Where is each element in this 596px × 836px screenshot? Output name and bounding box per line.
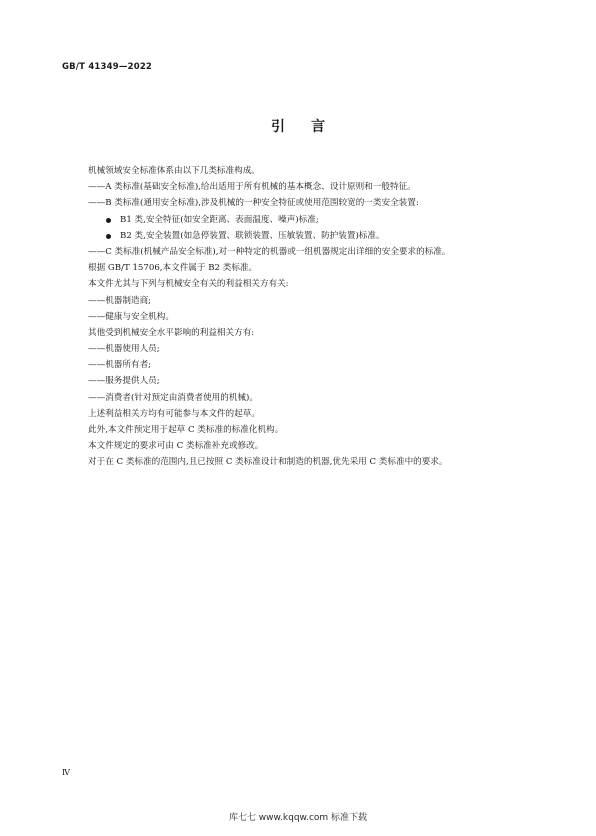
dash-list-item: ——机器使用人员; <box>88 344 160 355</box>
bullet-item <box>88 228 548 244</box>
paragraph-line: 机械领域安全标准体系由以下几类标准构成。 <box>88 166 260 176</box>
paragraph-line: 其他受到机械安全水平影响的利益相关方有: <box>88 327 255 338</box>
dash-list-item: ——机器制造商; <box>88 295 152 306</box>
paragraph-line: 本文件规定的要求可由 C 类标准补充或修改。 <box>88 441 264 452</box>
bullet-item <box>88 212 548 228</box>
paragraph-line: 此外,本文件预定用于起草 C 类标准的标准化机构。 <box>88 425 284 435</box>
dash-list-item: ——C 类标准(机械产品安全标准),对一种特定的机器或一组机器规定出详细的安全要求的标准。 <box>88 246 451 257</box>
paragraph-line: 根据 GB/T 15706,本文件属于 B2 类标准。 <box>88 263 258 274</box>
dash-list-item: ——健康与安全机构。 <box>88 311 174 322</box>
introduction-body <box>88 163 548 471</box>
bullet-icon <box>106 218 111 223</box>
bullet-text: B1 类,安全特征(如安全距离、表面温度、噪声)标准; <box>120 214 319 225</box>
paragraph-line: 本文件尤其与下列与机械安全有关的利益相关方有关: <box>88 279 289 290</box>
paragraph-line: 上述利益相关方均有可能参与本文件的起草。 <box>88 408 260 419</box>
footer-watermark: 库七七 www.kqqw.com 标准下载 <box>228 813 368 823</box>
standard-code: GB/T 41349—2022 <box>62 62 153 72</box>
page-number: Ⅳ <box>62 768 70 777</box>
paragraph-line: 对于在 C 类标准的范围内,且已按照 C 类标准设计和制造的机器,优先采用 C 类标准中的要求。 <box>88 457 448 468</box>
dash-list-item: ——消费者(针对预定由消费者使用的机械)。 <box>88 392 258 403</box>
bullet-icon <box>106 234 111 239</box>
page-title: 引言 <box>271 119 351 135</box>
dash-list-item: ——服务提供人员; <box>88 376 160 387</box>
dash-list-item: ——A 类标准(基础安全标准),给出适用于所有机械的基本概念、设计原则和一般特征。 <box>88 182 416 193</box>
bullet-text: B2 类,安全装置(如急停装置、联锁装置、压敏装置、防护装置)标准。 <box>120 230 385 241</box>
dash-list-item: ——B 类标准(通用安全标准),涉及机械的一种安全特征或使用范围较宽的一类安全装置: <box>88 198 419 209</box>
dash-list-item: ——机器所有者; <box>88 360 152 371</box>
